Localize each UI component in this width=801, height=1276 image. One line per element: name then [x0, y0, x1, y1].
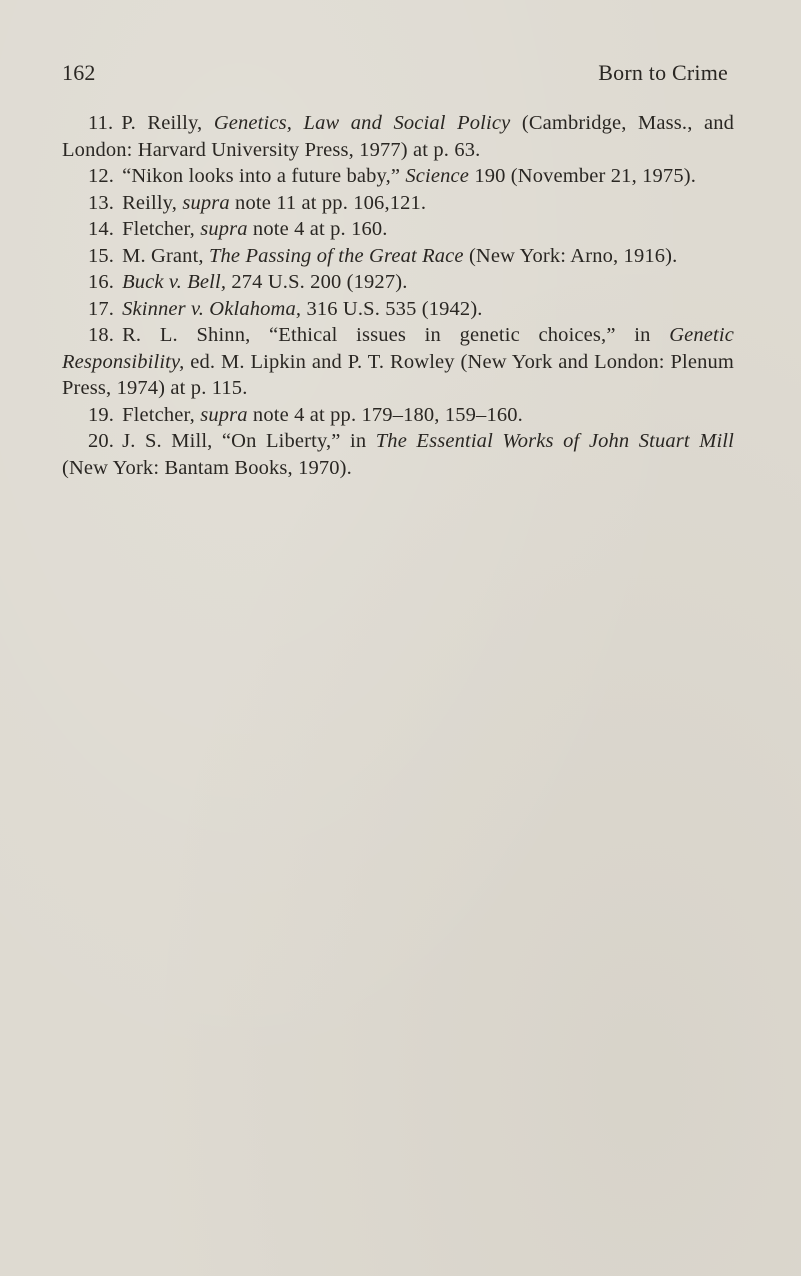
- endnote-italic-text: supra: [182, 191, 230, 214]
- endnote-italic-text: The Essential Works of John Stuart Mill: [375, 430, 735, 452]
- endnote-number: 11.: [88, 112, 114, 134]
- endnote: [62, 190, 734, 217]
- endnote-number: 13.: [88, 191, 115, 214]
- endnote-italic-text: Genetics, Law and Social Policy: [213, 112, 511, 134]
- endnote-text: Fletcher,: [122, 403, 201, 426]
- endnote-number: 16.: [88, 271, 115, 293]
- endnote: [62, 428, 734, 481]
- endnote-number: 14.: [88, 218, 115, 240]
- endnote-number: 12.: [88, 165, 115, 187]
- endnote-text: P. Reilly,: [121, 112, 214, 134]
- endnote-text: note 4 at p. 160.: [247, 218, 388, 240]
- page-number: 162: [62, 60, 96, 85]
- endnote: [62, 322, 734, 402]
- endnote-italic-text: Buck v. Bell,: [122, 271, 227, 293]
- endnote-text: “Nikon looks into a future baby,”: [122, 165, 406, 187]
- endnote-number: 15.: [88, 244, 115, 267]
- endnote-italic-text: Genetic Responsibility,: [62, 324, 734, 373]
- endnote-number: 17.: [88, 297, 115, 320]
- endnote-text: J. S. Mill, “On Liberty,” in: [122, 430, 376, 452]
- endnote-number: 20.: [88, 430, 115, 452]
- endnote-number: 18.: [88, 324, 115, 346]
- endnote-italic-text: supra: [200, 403, 248, 426]
- endnote-italic-text: supra: [200, 218, 248, 240]
- endnote-italic-text: Skinner v. Oklahoma,: [122, 297, 302, 320]
- endnote-text: Reilly,: [122, 191, 183, 214]
- endnote: [62, 243, 734, 270]
- endnote-text: note 4 at pp. 179–180, 159–160.: [247, 403, 523, 426]
- endnote: [62, 296, 734, 323]
- endnote-number: 19.: [88, 403, 115, 426]
- endnote: [62, 216, 734, 243]
- endnotes-list: [62, 110, 734, 481]
- running-title: Born to Crime: [598, 60, 728, 85]
- running-head: [62, 58, 728, 88]
- endnote-italic-text: The Passing of the Great Race: [208, 244, 464, 267]
- endnote-text: 274 U.S. 200 (1927).: [226, 271, 408, 293]
- endnote-text: (New York: Bantam Books, 1970).: [62, 456, 352, 479]
- endnote-text: 190 (November 21, 1975).: [469, 165, 696, 187]
- endnote: [62, 163, 734, 190]
- endnote-text: ed. M. Lipkin and P. T. Rowley (New York and London: Plenum Press, 1974) at p. 115.: [62, 350, 734, 399]
- endnote-italic-text: Science: [405, 165, 470, 187]
- endnote: [62, 402, 734, 429]
- endnote-text: (New York: Arno, 1916).: [463, 244, 678, 267]
- endnote-text: M. Grant,: [122, 244, 209, 267]
- endnote-text: note 11 at pp. 106,121.: [229, 191, 427, 214]
- endnote: [62, 269, 734, 296]
- endnote-text: (Cambridge, Mass., and London: Harvard University Press, 1977) at p. 63.: [62, 112, 735, 161]
- endnote: [62, 110, 734, 163]
- endnote-text: R. L. Shinn, “Ethical issues in genetic choices,” in: [122, 324, 670, 346]
- endnote-text: 316 U.S. 535 (1942).: [301, 297, 483, 320]
- endnote-text: Fletcher,: [122, 218, 201, 240]
